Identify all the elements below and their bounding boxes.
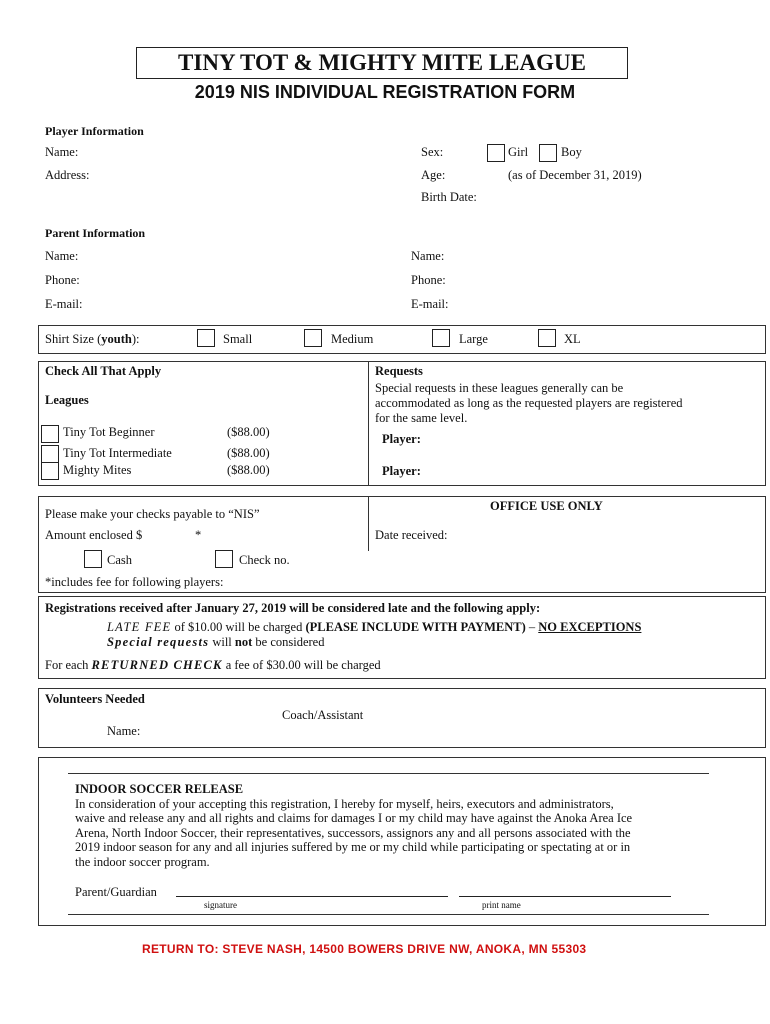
league-tiny-tot-intermediate-label: Tiny Tot Intermediate xyxy=(63,446,172,460)
shirt-medium-checkbox[interactable] xyxy=(304,329,322,347)
check-all-heading: Check All That Apply xyxy=(45,364,162,378)
league-tiny-tot-intermediate-price: ($88.00) xyxy=(227,446,270,460)
girl-checkbox[interactable] xyxy=(487,144,505,162)
includes-fee-note: *includes fee for following players: xyxy=(45,575,224,589)
release-line-5: the indoor soccer program. xyxy=(75,855,210,869)
shirt-size-box xyxy=(38,325,766,354)
print-name-caption: print name xyxy=(482,900,521,910)
release-line-3: Arena, North Indoor Soccer, their representatives, successors, assignors any and all persons associated with the xyxy=(75,826,631,840)
shirt-xl-label: XL xyxy=(564,332,581,346)
girl-label: Girl xyxy=(508,145,529,159)
request-player-2-label: Player: xyxy=(382,464,421,478)
amount-enclosed-label: Amount enclosed $ xyxy=(45,528,143,542)
release-line-1: In consideration of your accepting this registration, I hereby for myself, heirs, executors and administrators, xyxy=(75,797,614,811)
late-fee-line: LATE FEE of $10.00 will be charged (PLEASE INCLUDE WITH PAYMENT) – NO EXCEPTIONS xyxy=(107,620,642,634)
volunteers-box xyxy=(38,688,766,748)
volunteer-role: Coach/Assistant xyxy=(282,708,364,722)
release-heading: INDOOR SOCCER RELEASE xyxy=(75,782,244,796)
signature-line[interactable] xyxy=(176,896,448,897)
shirt-size-label: Shirt Size (youth): xyxy=(45,332,140,346)
late-heading: Registrations received after January 27, 2019 will be considered late and the following apply: xyxy=(45,601,541,615)
signature-caption: signature xyxy=(204,900,237,910)
check-checkbox[interactable] xyxy=(215,550,233,568)
age-note: (as of December 31, 2019) xyxy=(508,168,642,182)
request-player-1-label: Player: xyxy=(382,432,421,446)
returned-check-line: For each RETURNED CHECK a fee of $30.00 will be charged xyxy=(45,658,381,672)
league-tiny-tot-beginner-checkbox[interactable] xyxy=(41,425,59,443)
requests-line-2: accommodated as long as the requested players are registered xyxy=(375,396,683,410)
age-label: Age: xyxy=(421,168,446,182)
release-bottom-rule xyxy=(68,914,709,915)
volunteers-heading: Volunteers Needed xyxy=(45,692,145,706)
leagues-heading: Leagues xyxy=(45,393,89,407)
sex-label: Sex: xyxy=(421,145,444,159)
parent2-name-label: Name: xyxy=(411,249,445,263)
shirt-small-checkbox[interactable] xyxy=(197,329,215,347)
amount-asterisk: * xyxy=(195,528,202,542)
shirt-medium-label: Medium xyxy=(331,332,374,346)
shirt-large-checkbox[interactable] xyxy=(432,329,450,347)
payable-note: Please make your checks payable to “NIS” xyxy=(45,507,260,521)
league-mighty-mites-checkbox[interactable] xyxy=(41,462,59,480)
print-name-line[interactable] xyxy=(459,896,671,897)
shirt-xl-checkbox[interactable] xyxy=(538,329,556,347)
release-top-rule xyxy=(68,773,709,774)
return-address: RETURN TO: STEVE NASH, 14500 BOWERS DRIVE NW, ANOKA, MN 55303 xyxy=(142,942,587,956)
boy-checkbox[interactable] xyxy=(539,144,557,162)
date-received-label: Date received: xyxy=(375,528,448,542)
parent2-email-label: E-mail: xyxy=(411,297,449,311)
release-line-4: 2019 indoor season for any and all injuries suffered by me or my child while participating or spectating at or in xyxy=(75,840,631,854)
guardian-label: Parent/Guardian xyxy=(75,885,157,899)
form-subtitle: 2019 NIS INDIVIDUAL REGISTRATION FORM xyxy=(194,82,576,102)
special-requests-line: Special requests will not be considered xyxy=(107,635,325,649)
league-tiny-tot-intermediate-checkbox[interactable] xyxy=(41,445,59,463)
check-no-label: Check no. xyxy=(239,553,290,567)
league-mighty-mites-price: ($88.00) xyxy=(227,463,270,477)
shirt-small-label: Small xyxy=(223,332,253,346)
cash-label: Cash xyxy=(107,553,132,567)
payment-divider xyxy=(368,496,369,551)
cash-checkbox[interactable] xyxy=(84,550,102,568)
shirt-large-label: Large xyxy=(459,332,488,346)
league-tiny-tot-beginner-label: Tiny Tot Beginner xyxy=(63,425,155,439)
league-mighty-mites-label: Mighty Mites xyxy=(63,463,132,477)
league-tiny-tot-beginner-price: ($88.00) xyxy=(227,425,270,439)
parent1-phone-label: Phone: xyxy=(45,273,80,287)
player-info-heading: Player Information xyxy=(45,124,144,138)
player-name-label: Name: xyxy=(45,145,79,159)
leagues-divider xyxy=(368,361,369,486)
boy-label: Boy xyxy=(561,145,582,159)
release-line-2: waive and release any and all rights and claims for damages I or my child may have against the Anoka Area Ice xyxy=(75,811,633,825)
parent1-name-label: Name: xyxy=(45,249,79,263)
requests-line-3: for the same level. xyxy=(375,411,468,425)
form-title: TINY TOT & MIGHTY MITE LEAGUE xyxy=(136,47,628,79)
parent-info-heading: Parent Information xyxy=(45,226,146,240)
parent2-phone-label: Phone: xyxy=(411,273,446,287)
office-use-heading: OFFICE USE ONLY xyxy=(490,499,603,513)
volunteer-name-label: Name: xyxy=(107,724,141,738)
parent1-email-label: E-mail: xyxy=(45,297,83,311)
requests-line-1: Special requests in these leagues generally can be xyxy=(375,381,624,395)
player-address-label: Address: xyxy=(45,168,90,182)
requests-heading: Requests xyxy=(375,364,423,378)
birth-date-label: Birth Date: xyxy=(421,190,477,204)
